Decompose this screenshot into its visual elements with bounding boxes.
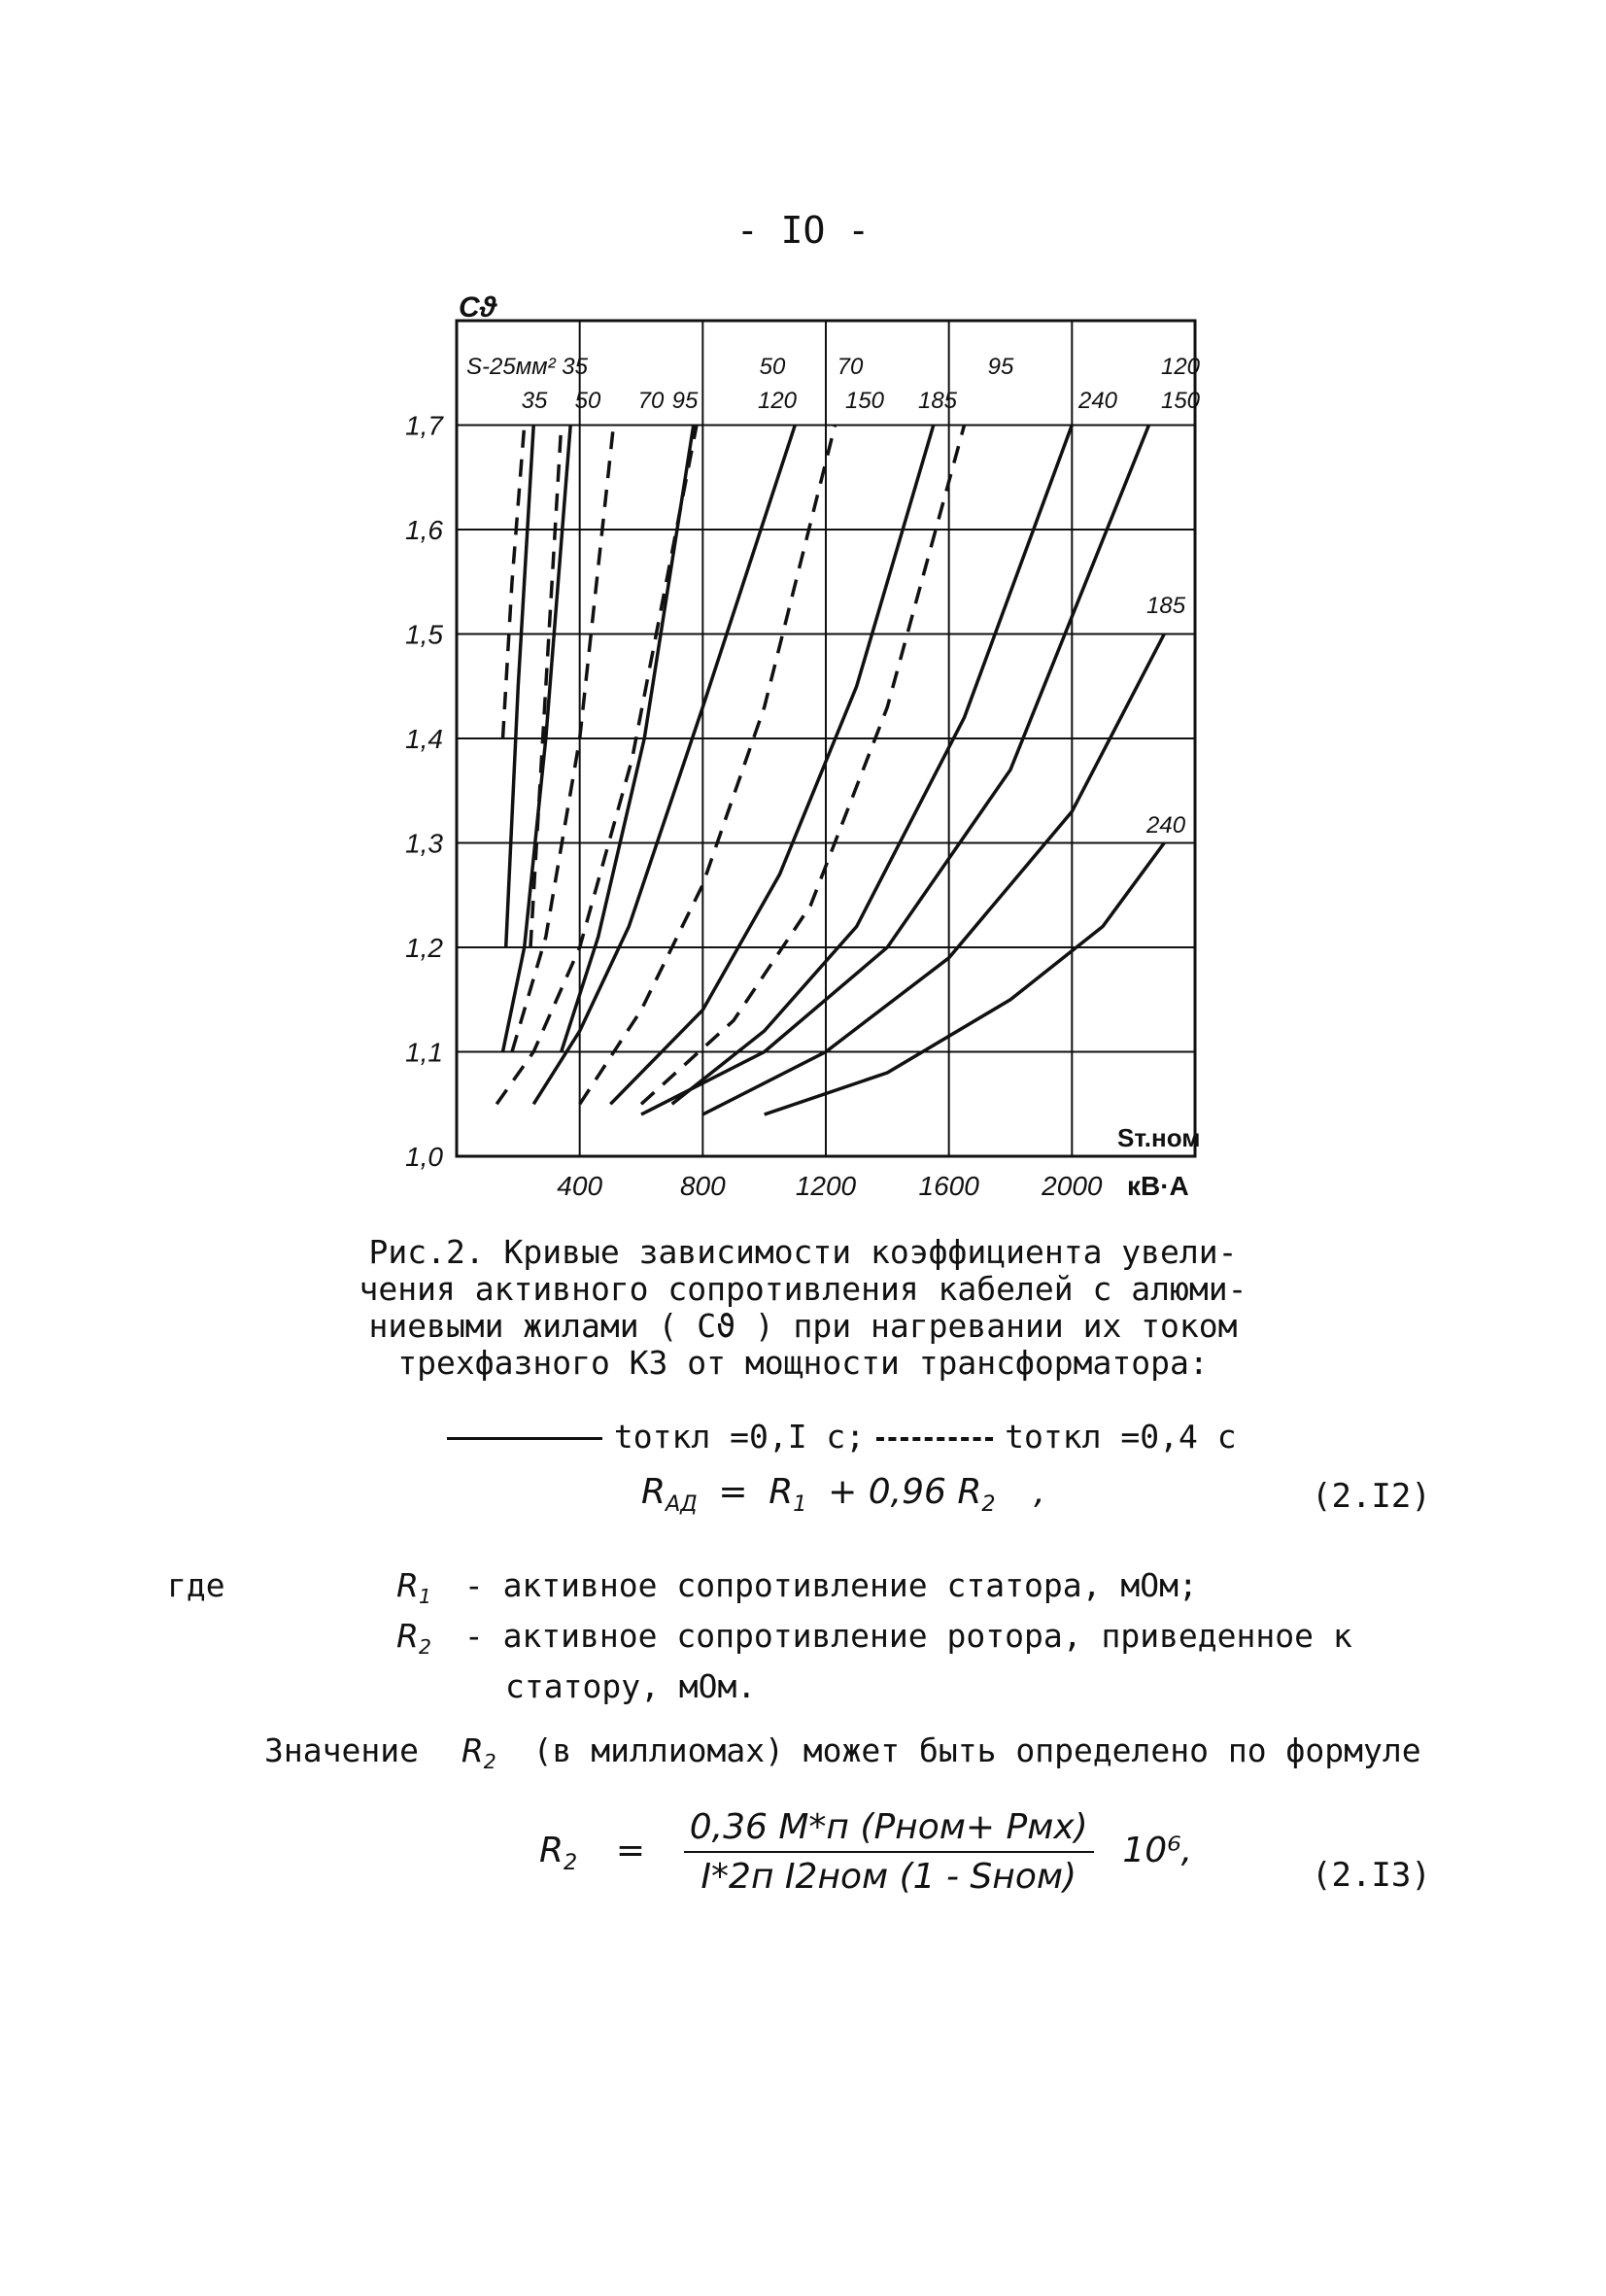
legend-solid-label: tоткл =0,I с;	[613, 1418, 866, 1456]
def-r2-sub: 2	[418, 1635, 431, 1660]
y-tick-label: 1,5	[405, 619, 443, 650]
legend-dashed-label: tоткл =0,4 с	[1005, 1418, 1237, 1456]
series-line	[533, 426, 795, 1105]
y-tick-label: 1,1	[405, 1037, 443, 1068]
series-line	[610, 426, 934, 1105]
equation-2-13	[539, 1807, 1192, 1897]
x-tick-label: 400	[557, 1171, 603, 1201]
series-line	[765, 843, 1165, 1115]
eq12-lhs-sub: АД	[666, 1491, 698, 1517]
def-r1-text: - активное сопротивление статора, мОм;	[463, 1566, 1198, 1604]
equation-number-2-13: (2.I3)	[1312, 1856, 1431, 1895]
eq13-denominator: I*2п I2ном (1 - Sном)	[700, 1857, 1077, 1897]
eq13-numerator: 0,36 M*п (Pном+ Pмх)	[684, 1807, 1094, 1853]
curve-label: 150	[1160, 388, 1201, 414]
curve-label: S-25мм² 35	[466, 354, 588, 380]
value-sym: R	[461, 1731, 484, 1769]
curve-label: 240	[1077, 388, 1118, 414]
where-label: где	[167, 1566, 225, 1604]
eq13-lhs: R	[539, 1831, 564, 1870]
curve-label: 35	[521, 388, 548, 414]
curve-label: 120	[1160, 354, 1201, 380]
x-axis-unit: кВ·А	[1127, 1171, 1189, 1201]
figure-caption	[0, 1234, 1606, 1492]
eq13-fraction	[684, 1807, 1094, 1897]
def-r1	[396, 1566, 1198, 1608]
eq13-factor: 10⁶,	[1122, 1831, 1193, 1870]
x-tick-label: 800	[679, 1171, 726, 1201]
value-post: (в миллиомах) может быть определено по формуле	[532, 1731, 1421, 1769]
caption-line-2: чения активного сопротивления кабелей с алюми-	[359, 1270, 1247, 1308]
x-tick-label: 1200	[795, 1171, 857, 1201]
eq13-lhs-sub: 2	[564, 1849, 578, 1875]
def-r1-sym: R	[396, 1566, 419, 1604]
y-tick-label: 1,0	[405, 1142, 443, 1172]
y-tick-label: 1,4	[405, 724, 443, 754]
curve-label: 120	[757, 388, 798, 414]
series-line	[503, 426, 525, 739]
eq12-r1-sub: 1	[793, 1491, 807, 1517]
eq12-r2-sub: 2	[981, 1491, 996, 1517]
value-pre: Значение	[264, 1731, 419, 1769]
curve-label: 70	[637, 388, 665, 414]
x-tick-label: 1600	[918, 1171, 979, 1201]
eq12-coef: + 0,96 R	[828, 1472, 982, 1512]
dashed-line-sample	[876, 1437, 993, 1441]
eq13-equals: =	[615, 1831, 646, 1870]
y-tick-label: 1,3	[405, 828, 443, 859]
value-sentence	[264, 1731, 1421, 1773]
equation-2-12	[641, 1472, 1045, 1517]
def-r1-sub: 1	[418, 1585, 431, 1609]
curve-label: 150	[844, 388, 885, 414]
cv-chart	[389, 291, 1205, 1201]
curve-label: 50	[759, 354, 786, 380]
eq12-lhs: R	[641, 1472, 666, 1512]
y-tick-label: 1,7	[405, 410, 443, 441]
caption-line-4: трехфазного КЗ от мощности трансформатора:	[397, 1344, 1209, 1382]
y-tick-label: 1,2	[405, 933, 443, 963]
curve-label: 240	[1146, 811, 1186, 839]
eq12-equals: =	[718, 1472, 748, 1512]
def-r2-sym: R	[396, 1617, 419, 1655]
caption-line-3: ниевыми жилами ( Cϑ ) при нагревании их током	[368, 1307, 1238, 1345]
y-tick-label: 1,6	[405, 515, 443, 545]
caption-line-1: Рис.2. Кривые зависимости коэффициента увели-	[368, 1233, 1238, 1271]
solid-line-sample	[447, 1437, 602, 1440]
series-line	[702, 634, 1164, 1115]
x-axis-label: Sт.ном	[1117, 1123, 1201, 1152]
def-r2-text: - активное сопротивление ротора, приведенное к	[463, 1617, 1352, 1655]
equation-number-2-12: (2.I2)	[1312, 1477, 1431, 1516]
series-line	[641, 426, 965, 1105]
page-number: - IO -	[735, 209, 871, 252]
curve-label: 70	[837, 354, 864, 380]
y-axis-label: Cϑ	[459, 291, 497, 324]
eq12-r1: R	[769, 1472, 794, 1512]
curve-label: 95	[671, 388, 699, 414]
curve-label: 95	[987, 354, 1014, 380]
eq12-tail: ,	[1034, 1472, 1045, 1512]
def-r2-continuation: статору, мОм.	[505, 1667, 757, 1705]
x-tick-label: 2000	[1042, 1171, 1103, 1201]
def-r2	[396, 1617, 1352, 1659]
curve-label: 50	[574, 388, 601, 414]
curve-label: 185	[1146, 593, 1186, 619]
value-sub: 2	[483, 1750, 496, 1774]
curve-label: 185	[917, 388, 958, 414]
